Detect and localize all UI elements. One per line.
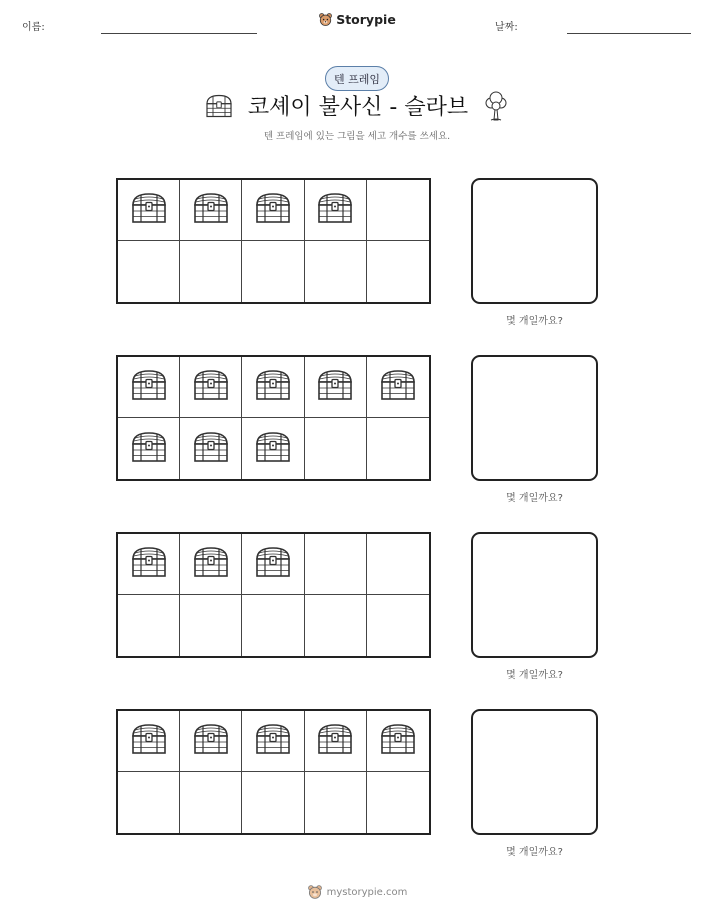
- footer: [0, 884, 714, 900]
- treasure-chest-icon: [191, 368, 231, 406]
- treasure-chest-icon: [378, 368, 418, 406]
- treasure-chest-icon: [253, 430, 293, 468]
- treasure-chest-icon: [191, 545, 231, 583]
- footer-url[interactable]: mystorypie.com: [326, 886, 408, 898]
- page-title: 코셰이 불사신 - 슬라브: [247, 95, 469, 120]
- answer-box-4[interactable]: [471, 709, 598, 835]
- ten-frame-cell: [242, 418, 304, 479]
- question-text-4: 몇 개일까요?: [506, 847, 563, 858]
- brand-logo: [0, 12, 714, 27]
- date-label: 날짜:: [495, 22, 518, 33]
- ten-frame-cell: [118, 595, 180, 656]
- treasure-chest-icon: [191, 430, 231, 468]
- question-text-3: 몇 개일까요?: [506, 670, 563, 681]
- brand-name: Storypie: [336, 12, 396, 27]
- topic-badge: 텐 프레임: [325, 66, 389, 91]
- ten-frame-cell: [118, 357, 180, 418]
- ten-frame-cell: [180, 534, 242, 595]
- treasure-chest-icon: [315, 191, 355, 229]
- ten-frame-cell: [367, 772, 429, 833]
- answer-box-2[interactable]: [471, 355, 598, 481]
- ten-frame-cell: [180, 180, 242, 241]
- ten-frame-cell: [180, 418, 242, 479]
- ten-frame-cell: [242, 357, 304, 418]
- ten-frame-cell: [305, 772, 367, 833]
- ten-frame-cell: [367, 595, 429, 656]
- treasure-chest-icon: [204, 93, 234, 119]
- ten-frame-2: [116, 355, 431, 481]
- ten-frame-1: [116, 178, 431, 304]
- ten-frame-cell: [305, 357, 367, 418]
- ten-frame-cell: [180, 241, 242, 302]
- ten-frame-4: [116, 709, 431, 835]
- ten-frame-cell: [242, 772, 304, 833]
- ten-frame-cell: [180, 595, 242, 656]
- treasure-chest-icon: [315, 722, 355, 760]
- ten-frame-cell: [242, 595, 304, 656]
- title-row: [0, 90, 714, 121]
- name-label: 이름:: [22, 22, 45, 33]
- treasure-chest-icon: [129, 722, 169, 760]
- ten-frame-cell: [305, 534, 367, 595]
- date-line[interactable]: [567, 33, 691, 34]
- treasure-chest-icon: [253, 191, 293, 229]
- ten-frame-cell: [367, 357, 429, 418]
- treasure-chest-icon: [129, 545, 169, 583]
- ten-frame-cell: [118, 772, 180, 833]
- treasure-chest-icon: [253, 368, 293, 406]
- ten-frame-cell: [180, 711, 242, 772]
- ten-frame-cell: [305, 418, 367, 479]
- treasure-chest-icon: [191, 191, 231, 229]
- ten-frame-cell: [305, 595, 367, 656]
- ten-frame-cell: [367, 711, 429, 772]
- ten-frame-cell: [242, 180, 304, 241]
- ten-frame-cell: [242, 711, 304, 772]
- ten-frame-cell: [305, 180, 367, 241]
- ten-frame-cell: [242, 534, 304, 595]
- treasure-chest-icon: [253, 545, 293, 583]
- question-text-2: 몇 개일까요?: [506, 493, 563, 504]
- answer-box-1[interactable]: [471, 178, 598, 304]
- ten-frame-cell: [367, 534, 429, 595]
- answer-box-3[interactable]: [471, 532, 598, 658]
- ten-frame-cell: [118, 711, 180, 772]
- ten-frame-cell: [367, 418, 429, 479]
- ten-frame-cell: [118, 180, 180, 241]
- ten-frame-cell: [367, 180, 429, 241]
- tree-icon: [482, 91, 510, 121]
- question-text-1: 몇 개일까요?: [506, 316, 563, 327]
- ten-frame-cell: [367, 241, 429, 302]
- bear-mascot-icon: [307, 884, 323, 900]
- ten-frame-cell: [242, 241, 304, 302]
- name-line[interactable]: [101, 33, 257, 34]
- treasure-chest-icon: [191, 722, 231, 760]
- instruction-text: 텐 프레임에 있는 그림을 세고 개수를 쓰세요.: [263, 131, 451, 142]
- ten-frame-3: [116, 532, 431, 658]
- treasure-chest-icon: [253, 722, 293, 760]
- ten-frame-cell: [180, 357, 242, 418]
- ten-frame-cell: [305, 241, 367, 302]
- bear-mascot-icon: [318, 12, 333, 27]
- ten-frame-cell: [118, 241, 180, 302]
- ten-frame-cell: [118, 534, 180, 595]
- ten-frame-cell: [305, 711, 367, 772]
- treasure-chest-icon: [129, 191, 169, 229]
- treasure-chest-icon: [315, 368, 355, 406]
- treasure-chest-icon: [129, 368, 169, 406]
- treasure-chest-icon: [129, 430, 169, 468]
- treasure-chest-icon: [378, 722, 418, 760]
- ten-frame-cell: [118, 418, 180, 479]
- ten-frame-cell: [180, 772, 242, 833]
